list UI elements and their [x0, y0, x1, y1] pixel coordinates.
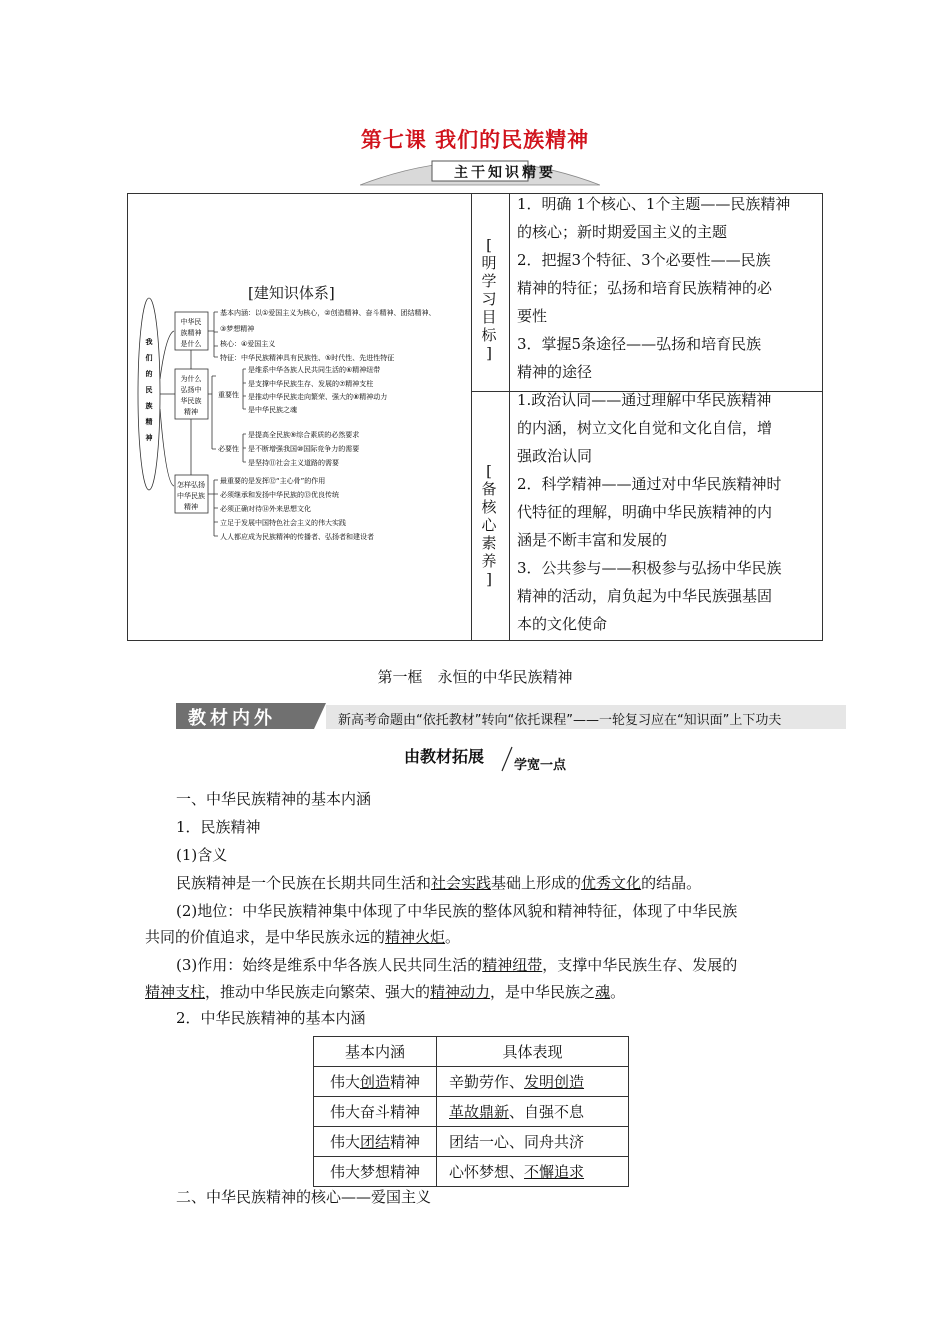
- n3-line-4: 立足于发展中国特色社会主义的伟大实践: [220, 519, 346, 527]
- table-row: 伟大奋斗精神 革故鼎新、自强不息: [314, 1097, 629, 1127]
- branch-importance: 重要性: [218, 391, 239, 399]
- node1-line2: 族精神: [180, 329, 202, 337]
- table-row: 伟大创造精神 辛勤劳作、发明创造: [314, 1067, 629, 1097]
- n2-nec-2: 是不断增强我国⑩国际竞争力的需要: [248, 445, 360, 453]
- status-line-2: 共同的价值追求，是中华民族永远的精神火炬。: [145, 928, 461, 946]
- mind-root-7: 神: [145, 434, 153, 442]
- n2-nec-1: 是提高全民族⑨综合素质的必然要求: [248, 431, 360, 439]
- mind-root-6: 精: [145, 418, 153, 426]
- goals-label: [ 明 学 习 目 标 ]: [481, 236, 497, 362]
- knowledge-system-label: [建知识体系]: [248, 284, 335, 302]
- heading-1-1: 1．民族精神: [176, 818, 261, 836]
- node2-line2: 弘扬中: [180, 386, 202, 394]
- n3-line-2: 必须继承和发扬中华民族的⑬优良传统: [220, 491, 339, 499]
- literacy-label: [ 备 核 心 素 养 ]: [481, 462, 497, 588]
- role-line-2: 精神支柱，推动中华民族走向繁荣、强大的精神动力，是中华民族之魂。: [145, 983, 626, 1001]
- node1-line1: 中华民: [180, 318, 202, 326]
- table-header-cell: 基本内涵: [314, 1037, 437, 1067]
- mind-root-5: 族: [145, 402, 153, 410]
- n1-line-1: 基本内涵：以①爱国主义为核心，②创造精神、奋斗精神、团结精神、: [220, 309, 436, 317]
- n1-line-2: ③梦想精神: [220, 325, 255, 333]
- n1-line-4: 特征：中华民族精神具有民族性、⑤时代性、先进性特征: [220, 354, 395, 362]
- mind-root-3: 的: [145, 370, 153, 378]
- node2-line4: 精神: [184, 408, 198, 416]
- table-row: 伟大团结精神 团结一心、同舟共济: [314, 1127, 629, 1157]
- mind-root-1: 我: [145, 338, 153, 346]
- heading-2: 二、中华民族精神的核心——爱国主义: [176, 1188, 432, 1206]
- stripe-label: 教材内外: [188, 708, 276, 729]
- section-head-secondary: 学宽一点: [514, 758, 567, 773]
- status-line-1: (2)地位：中华民族精神集中体现了中华民族的整体风貌和精神特征，体现了中华民族: [176, 902, 738, 920]
- node2-line1: 为什么: [180, 375, 202, 383]
- n2-imp-4: 是中华民族之魂: [248, 406, 297, 414]
- node3-line3: 精神: [184, 503, 198, 511]
- section-subtitle: 第一框 永恒的中华民族精神: [377, 668, 573, 686]
- node1-line3: 是什么: [180, 340, 202, 348]
- slash-divider: [500, 746, 514, 772]
- lesson-title: 第七课 我们的民族精神: [360, 128, 590, 152]
- heading-1-2: 2．中华民族精神的基本内涵: [176, 1009, 366, 1027]
- node3-line1: 怎样弘扬: [177, 481, 205, 489]
- node2-line3: 华民族: [180, 397, 202, 405]
- knowledge-frame: [127, 193, 823, 641]
- banner-title: 主干知识精要: [454, 165, 556, 181]
- table-row: 伟大梦想精神 心怀梦想、不懈追求: [314, 1157, 629, 1187]
- n3-line-5: 人人都应成为民族精神的传播者、弘扬者和建设者: [220, 533, 374, 541]
- section-head: 由教材拓展: [404, 747, 485, 766]
- branch-necessity: 必要性: [218, 445, 239, 453]
- heading-meaning: (1)含义: [176, 846, 228, 864]
- n3-line-3: 必须正确对待⑭外来思想文化: [220, 505, 311, 513]
- node3-line2: 中华民族: [177, 492, 205, 500]
- table-header: [314, 1037, 629, 1067]
- n1-line-3: 核心：④爱国主义: [220, 340, 276, 348]
- learning-goals: 1．明确 1个核心、1个主题——民族精神 的核心；新时期爱国主义的主题 2．把握3个特征、3个必要性——民族 精神的特征；弘扬和培育民族精神的必 要性 3．掌握5条途径——弘扬和培育民族 精神的途径: [517, 195, 791, 381]
- n3-line-1: 最重要的是发挥⑫“主心骨”的作用: [220, 477, 326, 485]
- core-literacy: 1.政治认同——通过理解中华民族精神 的内涵，树立文化自觉和文化自信，增 强政治认同 2．科学精神——通过对中华民族精神时 代特征的理解，明确中华民族精神的内 涵是不断丰富和发展的 3．公共参与——积极参与弘扬中华民族 精神的活动，肩负起为中华民族强基固 本的文化使命: [517, 391, 782, 633]
- n2-nec-3: 是坚持⑪社会主义道路的需要: [248, 459, 339, 467]
- mind-root-2: 们: [145, 354, 153, 362]
- n2-imp-2: 是支撑中华民族生存、发展的⑦精神支柱: [248, 380, 374, 388]
- meaning-paragraph: 民族精神是一个民族在长期共同生活和社会实践基础上形成的优秀文化的结晶。: [176, 874, 702, 892]
- role-line-1: (3)作用：始终是维系中华各族人民共同生活的精神纽带，支撑中华民族生存、发展的: [176, 956, 738, 974]
- n2-imp-1: 是维系中华各族人民共同生活的⑥精神纽带: [248, 366, 381, 374]
- n2-imp-3: 是推动中华民族走向繁荣、强大的⑧精神动力: [248, 393, 388, 401]
- table-header-cell: 具体表现: [437, 1037, 629, 1067]
- heading-1: 一、中华民族精神的基本内涵: [176, 790, 372, 808]
- connotation-table: [313, 1036, 629, 1187]
- mind-root-4: 民: [145, 386, 153, 394]
- stripe-text: 新高考命题由“依托教材”转向“依托课程”——一轮复习应在“知识面”上下功夫: [338, 713, 782, 728]
- mind-map: [128, 194, 471, 642]
